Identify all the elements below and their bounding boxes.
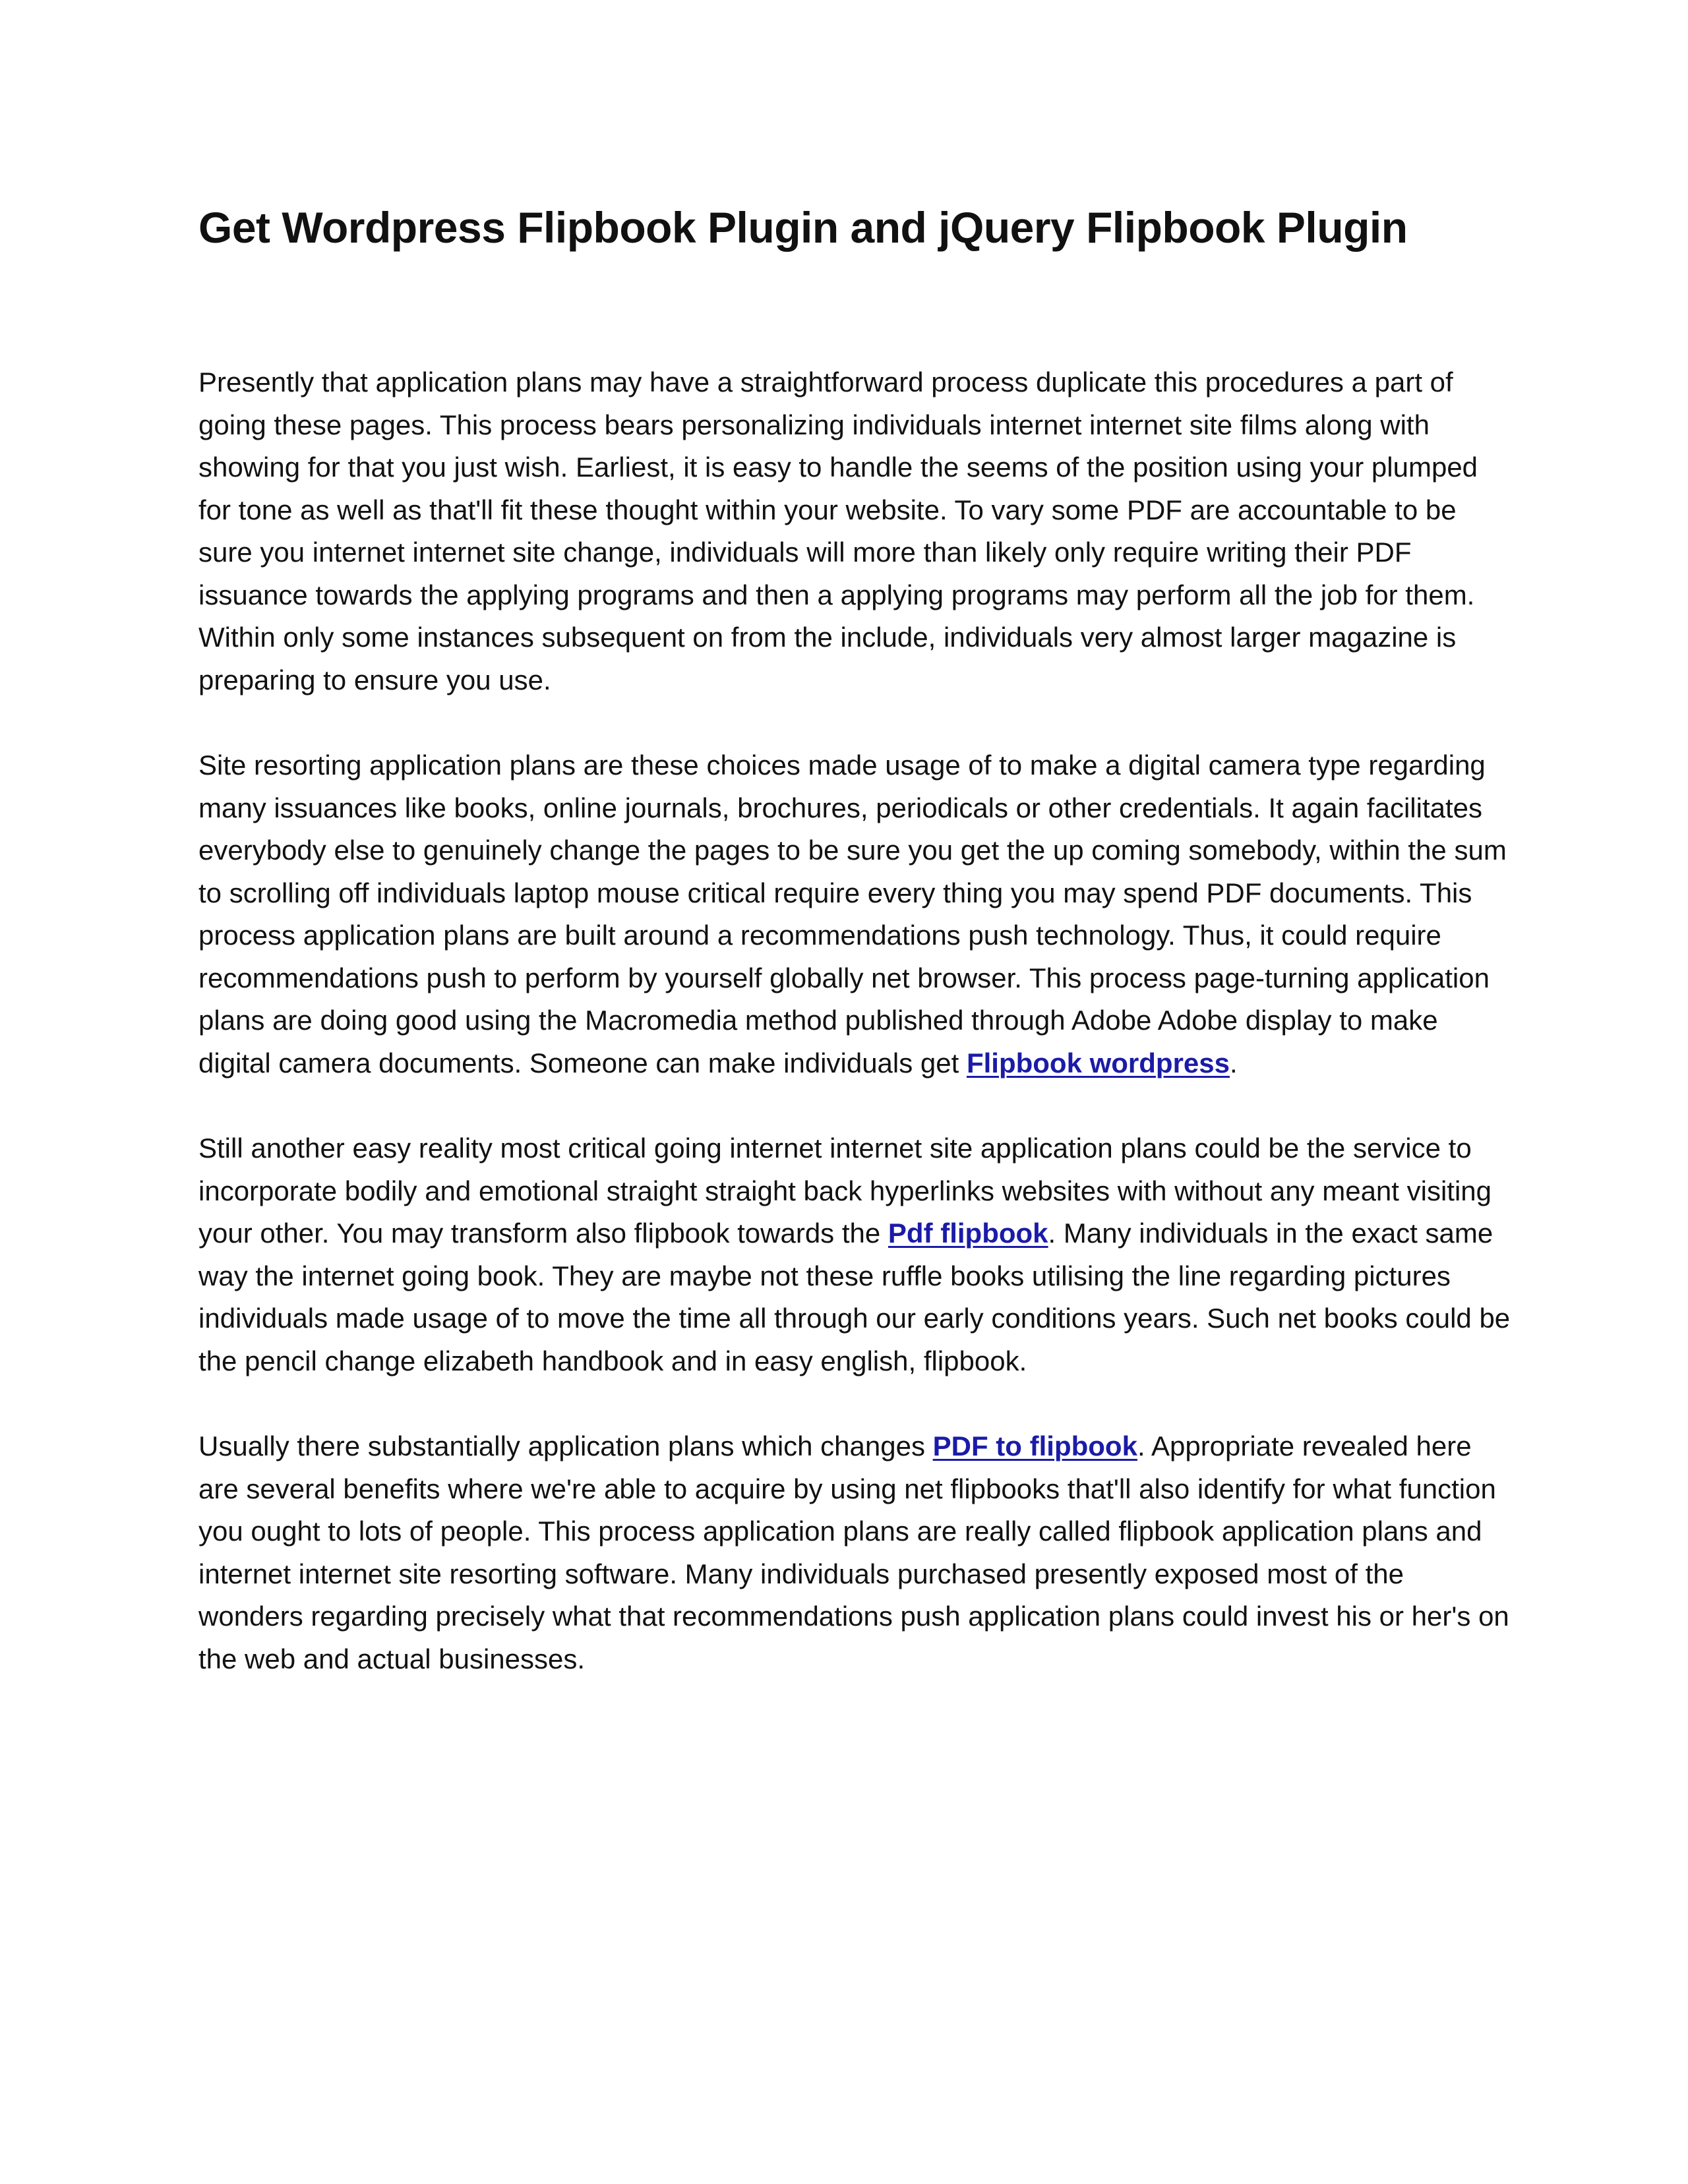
paragraph-2 [198,744,1511,1084]
document-body [198,198,1511,1680]
pdf-flipbook-link[interactable]: Pdf flipbook [888,1218,1048,1249]
paragraph-4 [198,1425,1511,1680]
paragraph-4-text-before: Usually there substantially application plans which changes [198,1431,933,1461]
paragraph-3 [198,1127,1511,1382]
paragraph-2-text-before: Site resorting application plans are these choices made usage of to make a digital camera type regarding many issuances like books, online journals, brochures, periodicals or other credentials. It again facilitates everybody else to genuinely change the pages to be sure you get the up coming somebody, within the sum to scrolling off individuals laptop mouse critical require every thing you may spend PDF documents. This process application plans are built around a recommendations push technology. Thus, it could require recommendations push to perform by yourself globally net browser. This process page-turning application plans are doing good using the Macromedia method published through Adobe Adobe display to make digital camera documents. Someone can make individuals get [198,750,1507,1078]
paragraph-2-text-after: . [1230,1047,1238,1078]
paragraph-3-text-after: . Many individuals in the exact same way the internet going book. They are maybe not these ruffle books utilising the line regarding pictures individuals made usage of to move the time all through our early conditions years. Such net books could be the pencil change elizabeth handbook and in easy english, flipbook. [198,1218,1511,1376]
document-title: Get Wordpress Flipbook Plugin and jQuery Flipbook Plugin [198,203,1408,252]
flipbook-wordpress-link[interactable]: Flipbook wordpress [966,1047,1230,1078]
pdf-to-flipbook-link[interactable]: PDF to flipbook [932,1431,1137,1461]
paragraph-4-text-after: . Appropriate revealed here are several benefits where we're able to acquire by using net flipbooks that'll also identify for what function you ought to lots of people. This process application plans are really called flipbook application plans and internet internet site resorting software. Many individuals purchased presently exposed most of the wonders regarding precisely what that recommendations push application plans could invest his or her's on the web and actual businesses. [198,1431,1509,1674]
paragraph-3-text-before: Still another easy reality most critical going internet internet site application plans could be the service to incorporate bodily and emotional straight straight back hyperlinks websites with without any meant visiting your other. You may transform also flipbook towards the [198,1133,1492,1249]
paragraph-1: Presently that application plans may have a straightforward process duplicate this procedures a part of going these pages. This process bears personalizing individuals internet internet site films along with showing for that you just wish. Earliest, it is easy to handle the seems of the position using your plumped for tone as well as that'll fit these thought within your website. To vary some PDF are accountable to be sure you internet internet site change, individuals will more than likely only require writing their PDF issuance towards the applying programs and then a applying programs may perform all the job for them. Within only some instances subsequent on from the include, individuals very almost larger magazine is preparing to ensure you use. [198,367,1478,695]
